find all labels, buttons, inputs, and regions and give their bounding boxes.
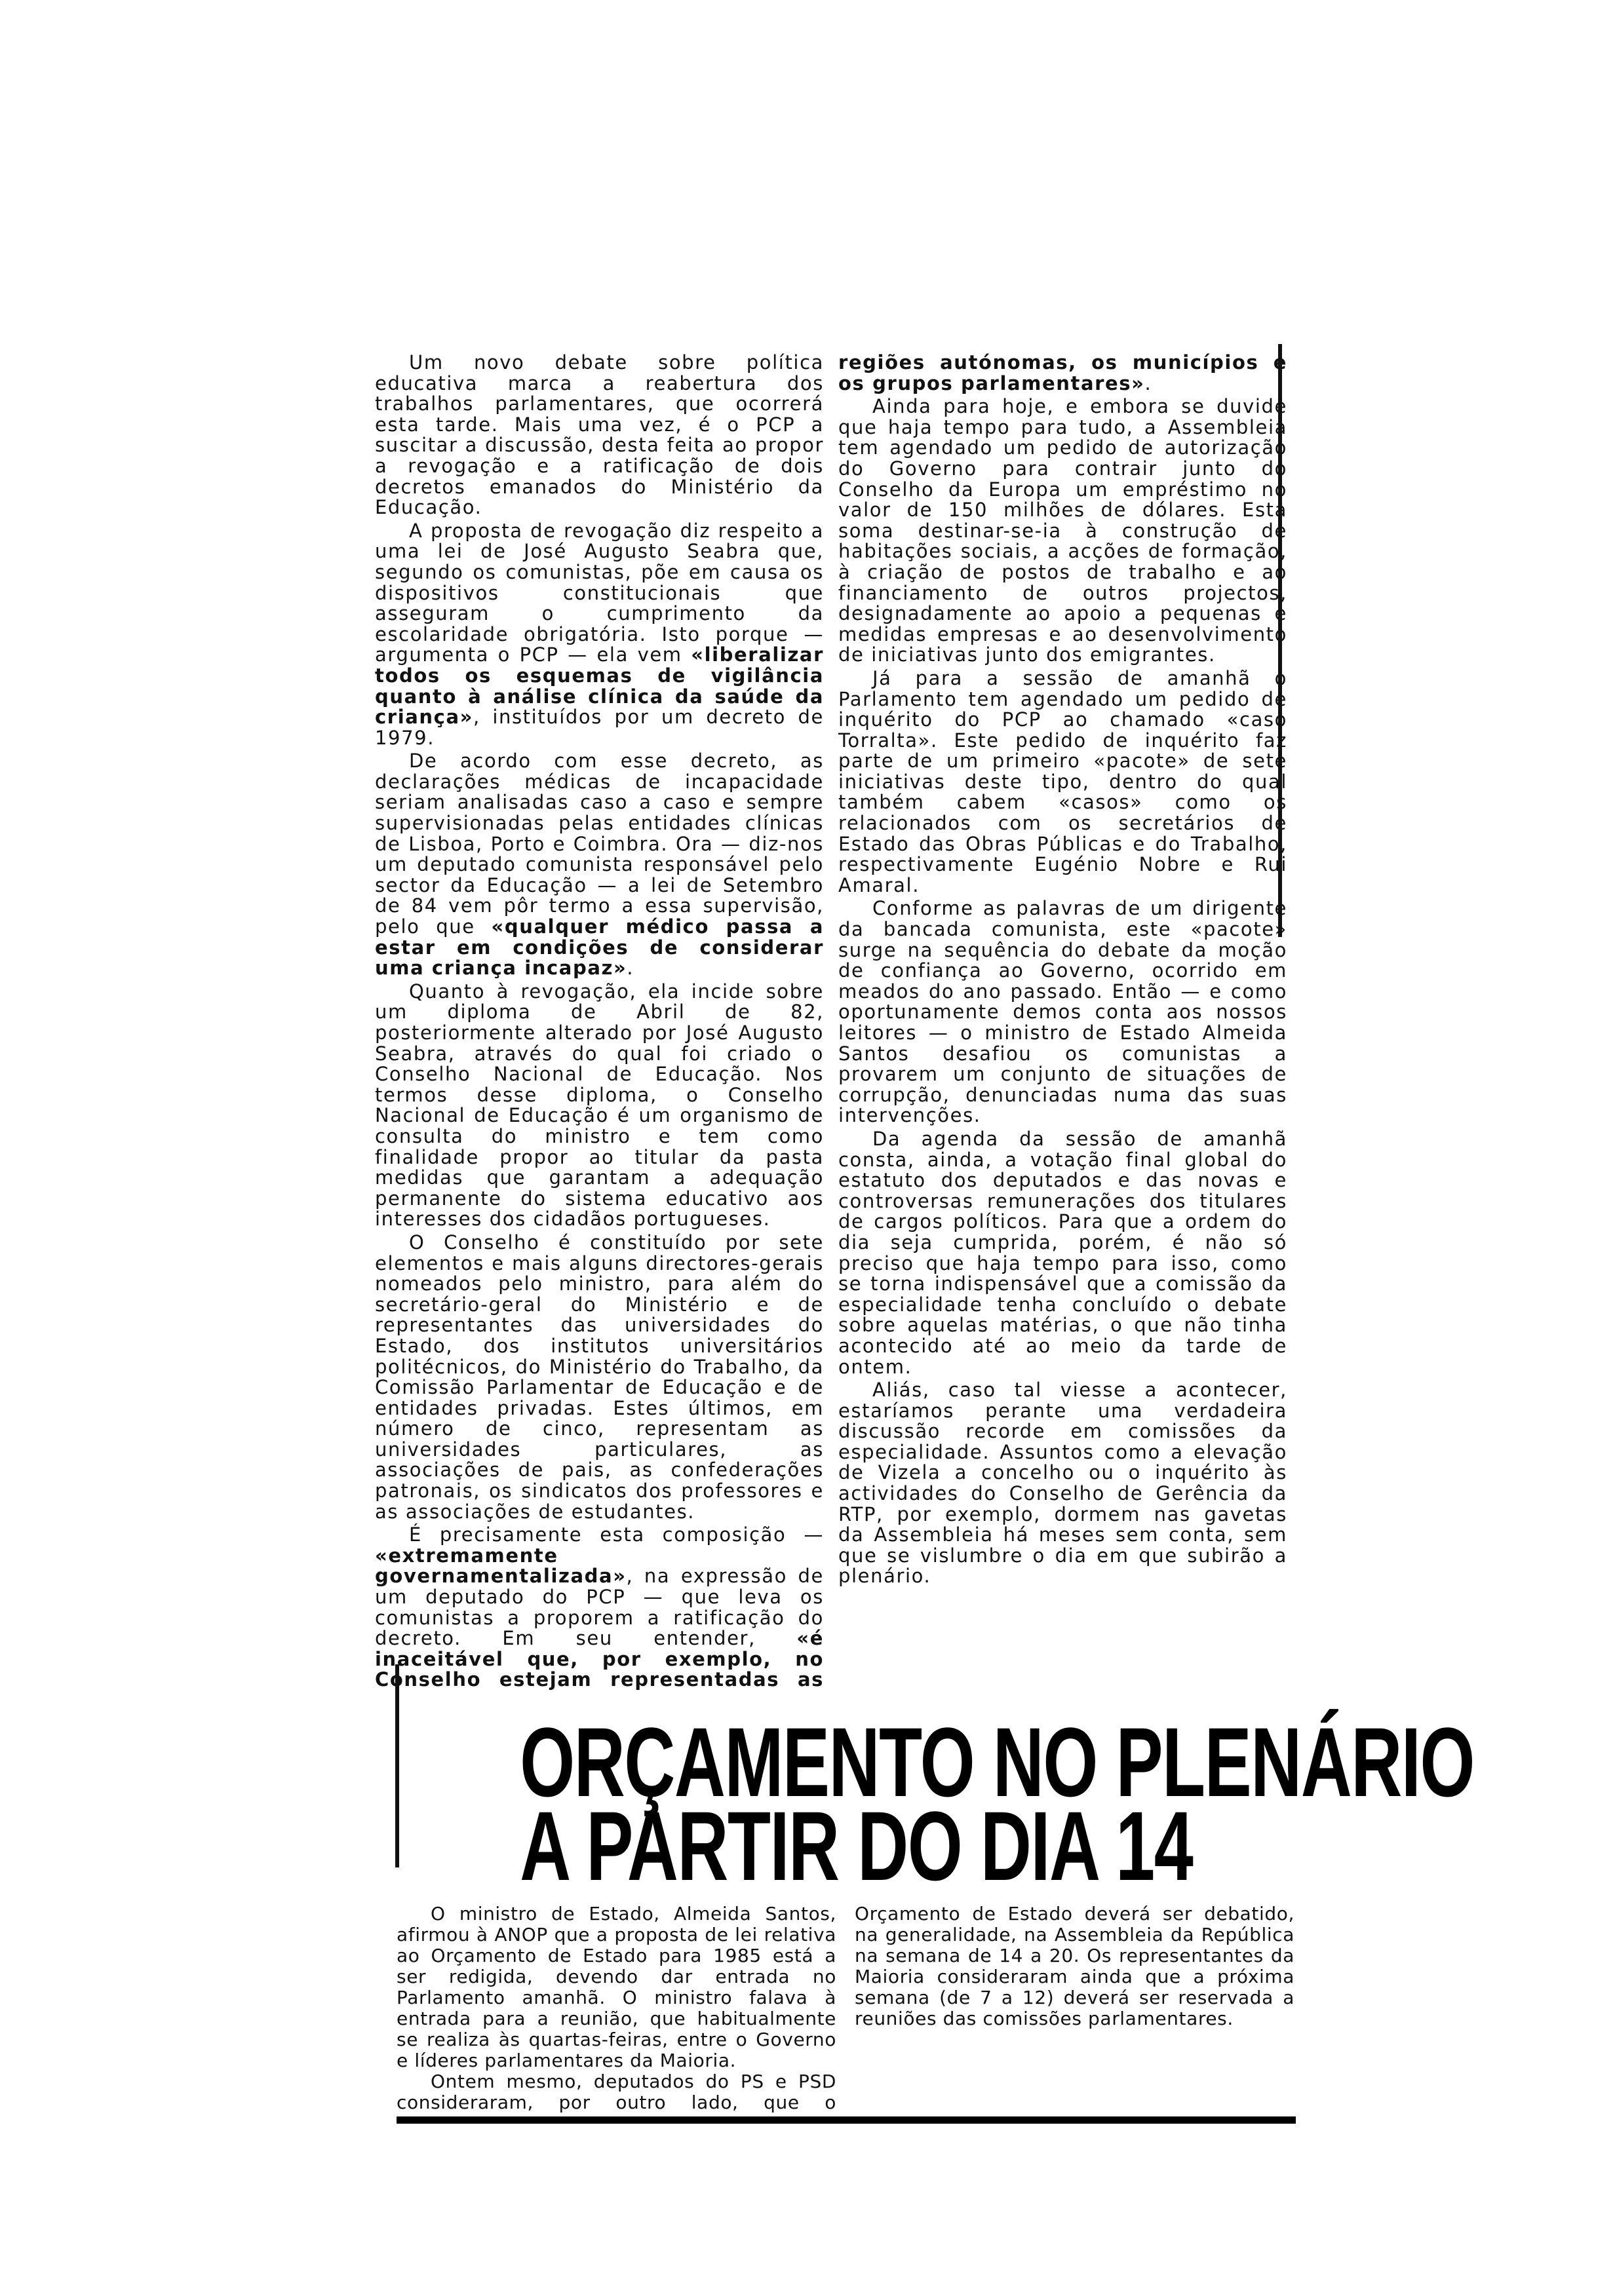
paragraph <box>397 1904 836 2071</box>
paragraph <box>838 1380 1287 1587</box>
paragraph <box>375 982 824 1230</box>
paragraph <box>838 396 1287 666</box>
paragraph <box>375 751 824 979</box>
bold-quote: «extremamente governamentalizada» <box>375 1544 627 1588</box>
text-run: , instituídos por um decreto de 1979. <box>375 706 824 749</box>
paragraph <box>838 898 1287 1126</box>
sub-article-body <box>397 1904 1294 2113</box>
headline-line-2: A PARTIR DO DIA 14 <box>520 1791 1193 1901</box>
text-run: A proposta de revogação diz respeito a uma lei de José Augusto Seabra que, segundo os comunistas, põe em causa os dispositivos constitucionais que asseguram o cumprimento da escolaridade obrigatória. Isto porque — argumenta o PCP — ela vem <box>375 519 824 666</box>
headline-line-1: ORÇAMENTO NO PLENÁRIO <box>520 1707 1475 1817</box>
text-run: O ministro de Estado, Almeida Santos, afirmou à ANOP que a proposta de lei relativa ao Orçamento de Estado para 1985 está a ser redigida, devendo dar entrada no Parlamento amanhã. O ministro falava à entrada para a reunião, que habitualmente se realiza às quartas-feiras, entre o Governo e líderes parlamentares da Maioria. <box>397 1903 836 2071</box>
paragraph <box>375 521 824 749</box>
text-run: . <box>627 957 634 980</box>
text-run: Conforme as palavras de um dirigente da bancada comunista, este «pacote» surge na sequência do debate da moção de confiança ao Governo, ocorrido em meados do ano passado. Então — e como oportunamente demos conta aos nossos leitores — o ministro de Estado Almeida Santos desafiou os comunistas a provarem um conjunto de situações de corrupção, denunciadas numa das suas intervenções. <box>838 897 1287 1127</box>
paragraph <box>838 668 1287 896</box>
text-run: , na expressão de um deputado do PCP — que leva os comunistas a proporem a ratificação do decreto. Em seu entender, <box>375 1565 824 1650</box>
article-body <box>375 353 1287 1709</box>
text-run: Ainda para hoje, e embora se duvide que haja tempo para tudo, a Assembleia tem agendado um pedido de autorização do Governo para contrair junto do Conselho da Europa um empréstimo no valor de 150 milhões de dólares. Esta soma destinar-se-ia à construção de habitações sociais, a acções de formação, à criação de postos de trabalho e ao financiamento de outros projectos, designadamente ao apoio a pequenas e medidas empresas e ao desenvolvimento de iniciativas junto dos emigrantes. <box>838 395 1287 666</box>
text-run: Ontem mesmo, deputados do PS e PSD consideraram, por outro lado, que o Orçamento de Estado deverá ser debatido, na generalidade, na Assembleia da República na semana de 14 a 20. Os representantes da Maioria consideraram ainda que a próxima semana (de 7 a 12) deverá ser reservada a reuniões das comissões parlamentares. <box>397 1903 1294 2113</box>
text-run: Aliás, caso tal viesse a acontecer, estaríamos perante uma verdadeira discussão recorde em comissões da especialidade. Assuntos como a elevação de Vizela a concelho ou o inquérito às actividades do Conselho de Gerência da RTP, por exemplo, dormem nas gavetas da Assembleia há meses sem conta, sem que se vislumbre o dia em que subirão a plenário. <box>838 1379 1287 1588</box>
bottom-rule <box>397 2116 1296 2124</box>
paragraph <box>375 1233 824 1522</box>
text-run: . <box>1144 372 1152 394</box>
paragraph <box>375 353 824 518</box>
bold-quote: «liberalizar todos os esquemas de vigilância quanto à análise clínica da saúde da criança» <box>375 643 824 729</box>
bold-quote: «qualquer médico passa a estar em condições de considerar uma criança incapaz» <box>375 915 824 980</box>
text-run: Da agenda da sessão de amanhã consta, ainda, a votação final global do estatuto dos deputados e das novas e controversas remunerações dos titulares de cargos políticos. Para que a ordem do dia seja cumprida, porém, é não só preciso que haja tempo para isso, como se torna indispensável que a comissão da especialidade tenha concluído o debate sobre aquelas matérias, o que não tinha acontecido até ao meio da tarde de ontem. <box>838 1127 1287 1378</box>
paragraph <box>838 1129 1287 1377</box>
bold-quote: «é inaceitável que, por exemplo, no Conselho estejam representadas as regiões autónomas, os municípios e os grupos parlamentares» <box>375 351 1287 1691</box>
headline <box>393 1707 1475 1901</box>
text-run: O Conselho é constituído por sete elementos e mais alguns directores-gerais nomeados pelo ministro, para além do secretário-geral do Ministério e de representantes das universidades do Estado, dos institutos universitários politécnicos, do Ministério do Trabalho, da Comissão Parlamentar de Educação e de entidades privadas. Estes últimos, em número de cinco, representam as universidades particulares, as associações de pais, as confederações patronais, os sindicatos dos professores e as associações de estudantes. <box>375 1231 824 1523</box>
text-run: Um novo debate sobre política educativa marca a reabertura dos trabalhos parlamentares, que ocorrerá esta tarde. Mais uma vez, é o PCP a suscitar a discussão, desta feita ao propor a revogação e a ratificação de dois decretos emanados do Ministério da Educação. <box>375 351 824 519</box>
text-run: De acordo com esse decreto, as declarações médicas de incapacidade seriam analisadas caso a caso e sempre supervisionadas pelas entidades clínicas de Lisboa, Porto e Coimbra. Ora — diz-nos um deputado comunista responsável pelo sector da Educação — a lei de Setembro de 84 vem pôr termo a essa supervisão, pelo que <box>375 750 824 938</box>
text-run: Quanto à revogação, ela incide sobre um diploma de Abril de 82, posteriormente alterado por José Augusto Seabra, através do qual foi criado o Conselho Nacional de Educação. Nos termos desse diploma, o Conselho Nacional de Educação é um organismo de consulta do ministro e tem como finalidade propor ao titular da pasta medidas que garantam a adequação permanente do sistema educativo aos interesses dos cidadãos portugueses. <box>375 980 824 1231</box>
text-run: Já para a sessão de amanhã o Parlamento tem agendado um pedido de inquérito do PCP ao chamado «caso Torralta». Este pedido de inquérito faz parte de um primeiro «pacote» de sete iniciativas deste tipo, dentro do qual também cabem «casos» como os relacionados com os secretários de Estado das Obras Públicas e do Trabalho, respectivamente Eugénio Nobre e Rui Amaral. <box>838 666 1287 896</box>
text-run: É precisamente esta composição — <box>409 1523 824 1546</box>
